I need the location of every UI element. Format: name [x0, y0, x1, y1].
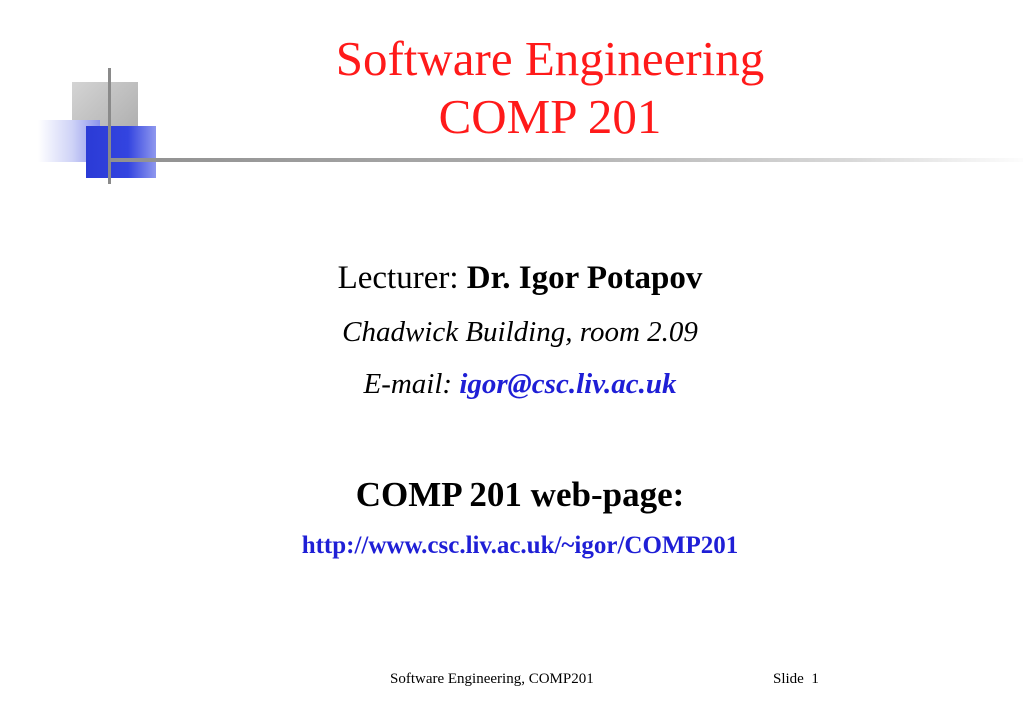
- slide-title: [190, 30, 910, 146]
- webpage-link[interactable]: http://www.csc.liv.ac.uk/~igor/COMP201: [301, 532, 739, 559]
- webpage-heading: COMP 201 web-page:: [355, 475, 685, 514]
- title-line-2: COMP 201: [438, 89, 662, 144]
- title-line-1: Software Engineering: [335, 31, 765, 86]
- email-link[interactable]: igor@csc.liv.ac.uk: [459, 368, 677, 400]
- webpage-url-line: [200, 530, 840, 562]
- slide-logo-decoration: [38, 68, 168, 188]
- lecturer-name: Dr. Igor Potapov: [466, 260, 703, 296]
- email-line: [200, 366, 840, 402]
- title-divider-rule: [110, 158, 1023, 162]
- location-line: Chadwick Building, room 2.09: [342, 316, 698, 348]
- vertical-rule: [108, 68, 111, 184]
- lecturer-label: Lecturer:: [337, 260, 467, 296]
- footer-title: Software Engineering, COMP201: [390, 671, 594, 687]
- lecturer-line: [200, 258, 840, 298]
- email-label: E-mail:: [363, 368, 460, 400]
- blue-square: [86, 126, 156, 178]
- footer-slide-number: Slide 1: [773, 671, 819, 687]
